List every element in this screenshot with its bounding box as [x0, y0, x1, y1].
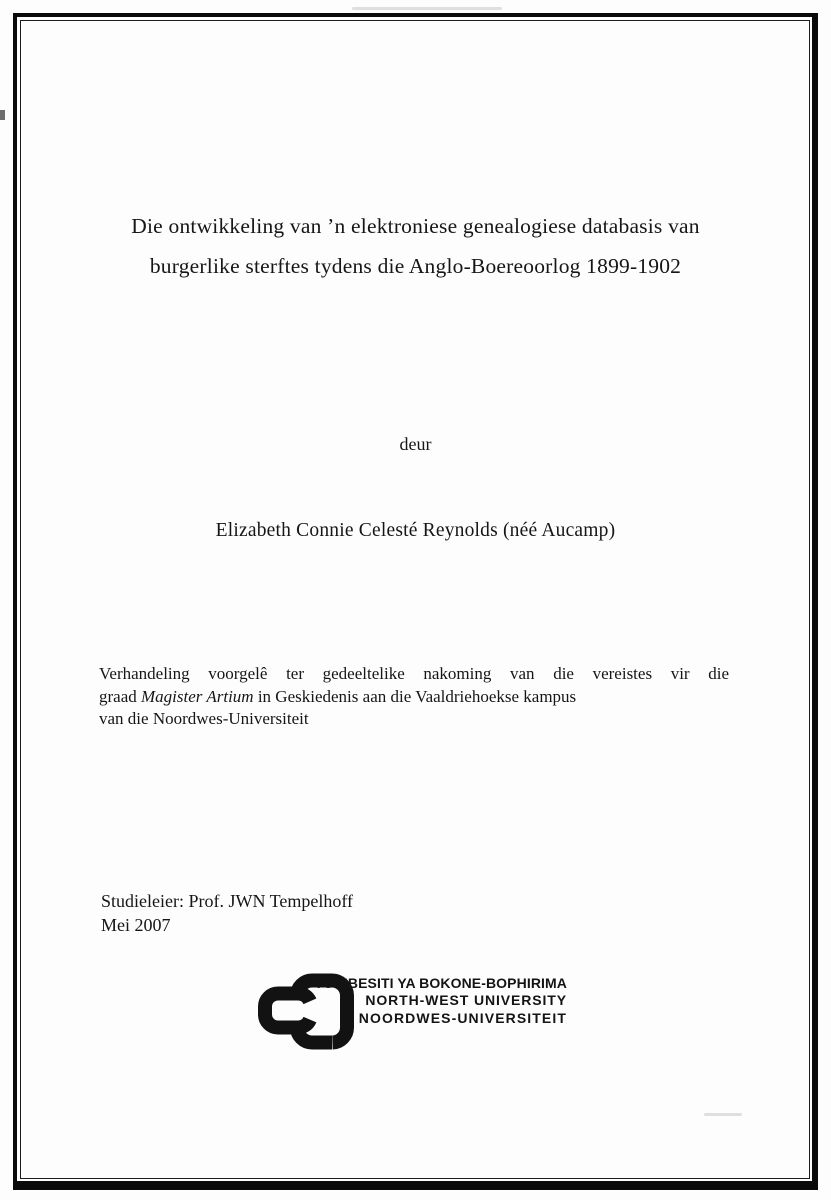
university-logo-text	[314, 975, 567, 1027]
logo-line-afrikaans: NOORDWES-UNIVERSITEIT	[358, 1009, 567, 1026]
statement-line-1: Verhandeling voorgelê ter gedeeltelike nakoming van die vereistes vir die	[99, 664, 729, 683]
statement-line-2-suffix: in Geskiedenis aan die Vaaldriehoekse kampus	[253, 686, 577, 706]
statement-line-3: van die Noordwes-Universiteit	[99, 709, 309, 728]
scan-speck	[0, 110, 5, 120]
degree-name-italic: Magister Artium	[141, 686, 254, 706]
logo-line-english: NORTH-WEST UNIVERSITY	[365, 992, 567, 1009]
thesis-title-line-2: burgerlike sterftes tydens die Anglo-Boereoorlog 1899-1902	[149, 254, 682, 278]
byline-deur: deur	[399, 434, 432, 454]
supervisor-line: Studieleier: Prof. JWN Tempelhoff	[101, 891, 354, 911]
author-name: Elizabeth Connie Celesté Reynolds (néé Aucamp)	[215, 520, 616, 541]
thesis-title	[0, 206, 831, 286]
scan-smudge	[352, 7, 502, 10]
date-line: Mei 2007	[101, 915, 171, 935]
statement-line-2	[99, 686, 729, 709]
degree-statement	[99, 663, 729, 731]
thesis-title-line-1: Die ontwikkeling van ’n elektroniese genealogiese databasis van	[131, 214, 700, 238]
statement-line-2-prefix: graad	[99, 686, 142, 706]
logo-line-setswana: YUNIBESITI YA BOKONE-BOPHIRIMA	[314, 975, 567, 991]
